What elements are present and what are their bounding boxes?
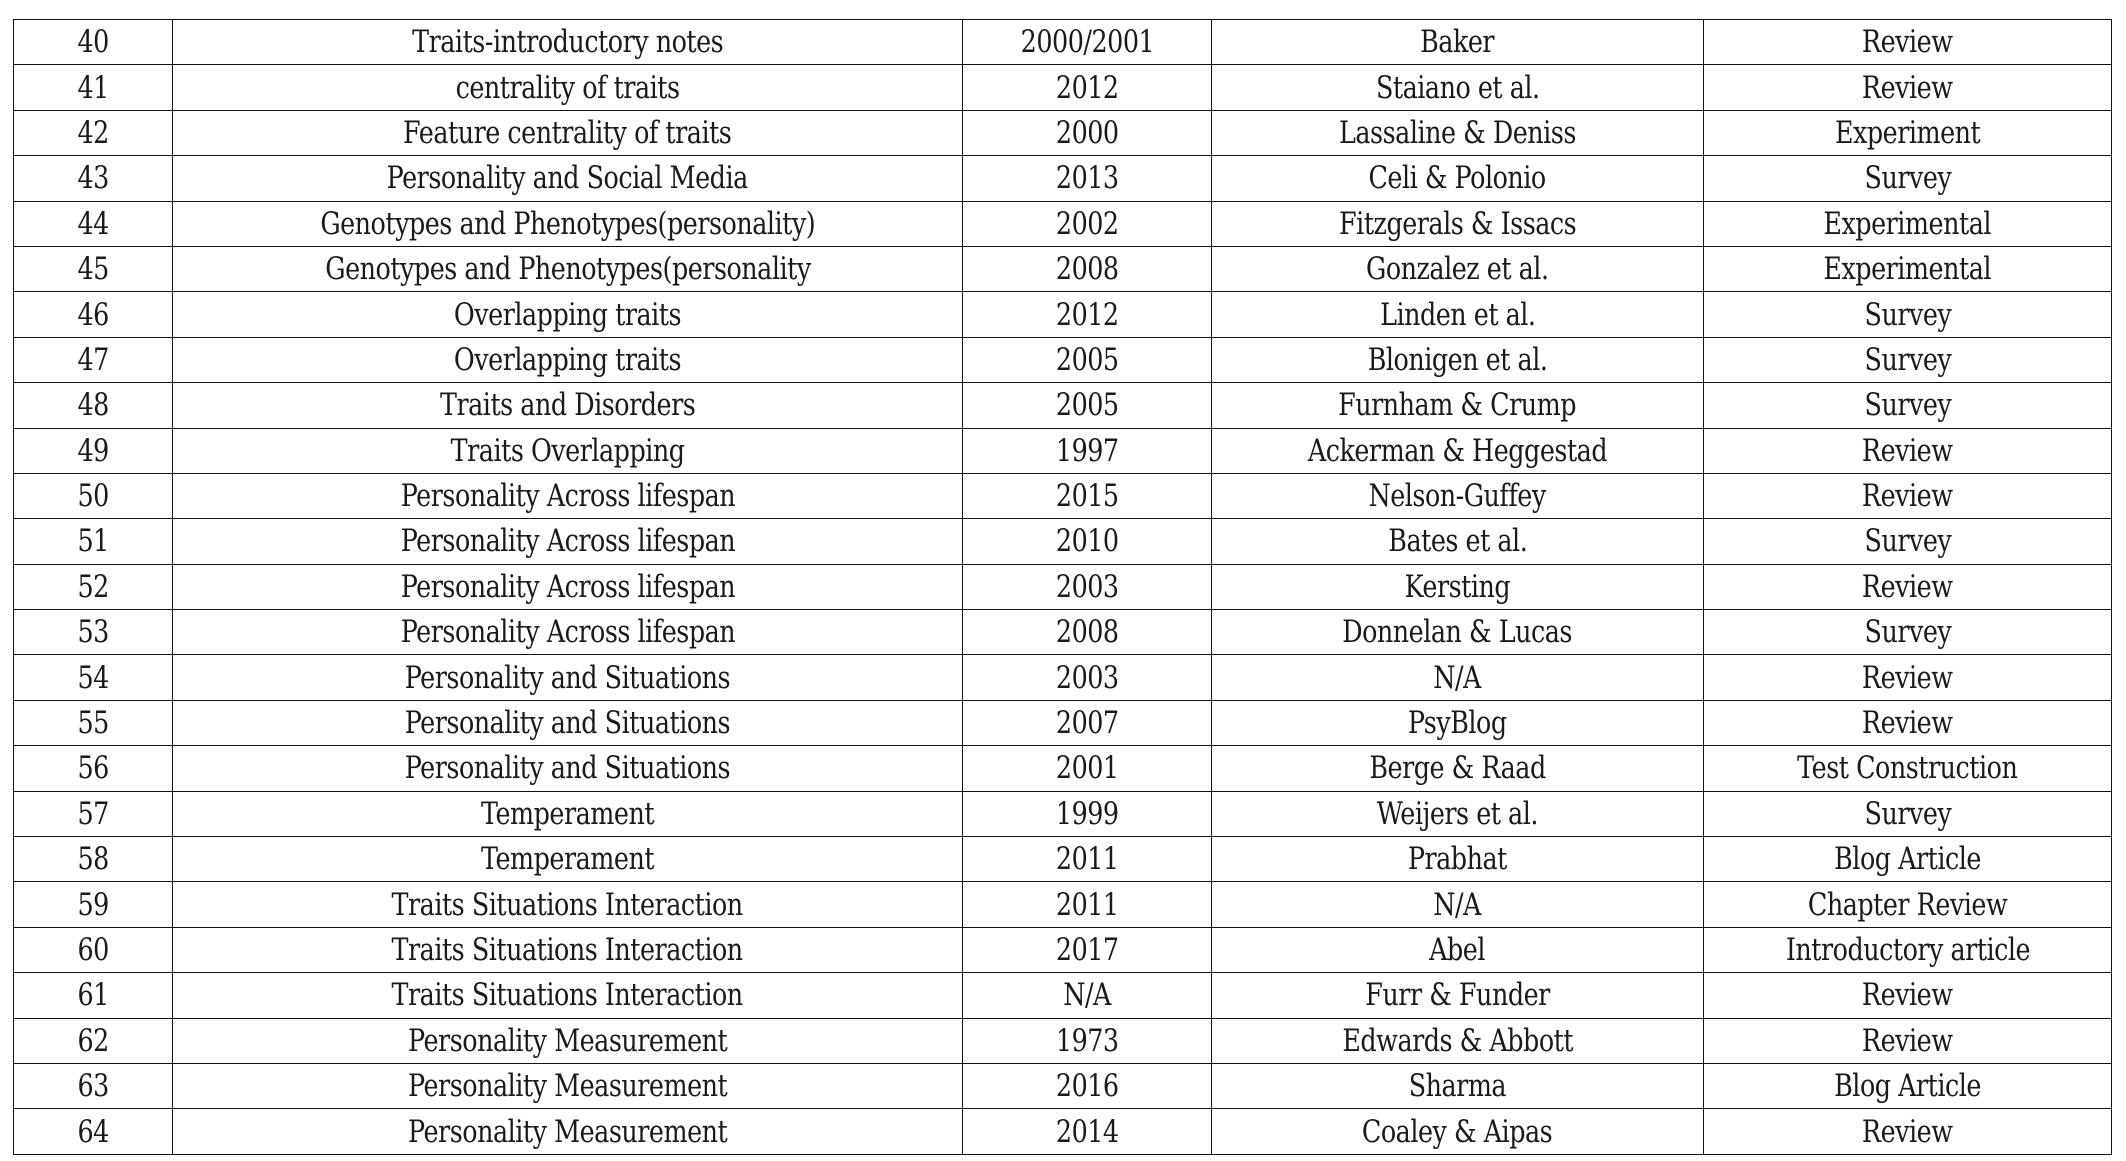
study-type-cell: [1704, 927, 2112, 972]
year-cell: [963, 973, 1212, 1018]
topic-cell-text: centrality of traits: [455, 69, 680, 106]
year-cell: [963, 519, 1212, 564]
year-cell: [963, 882, 1212, 927]
topic-cell-text: Feature centrality of traits: [403, 114, 732, 151]
year-cell-text: 2017: [1055, 932, 1119, 968]
year-cell: [963, 655, 1212, 700]
row-number-cell: [14, 156, 173, 201]
row-number-cell-text: 45: [77, 251, 109, 288]
year-cell: [963, 927, 1212, 972]
topic-cell-text: Genotypes and Phenotypes(personality: [324, 251, 811, 288]
study-type-cell-text: Survey: [1864, 387, 1951, 424]
study-type-cell-text: Review: [1862, 568, 1953, 605]
table-row: [14, 519, 2112, 564]
topic-cell: [173, 383, 963, 428]
topic-cell-text: Traits Situations Interaction: [391, 886, 744, 923]
topic-cell: [173, 837, 963, 882]
author-cell: [1212, 383, 1704, 428]
topic-cell-text: Traits and Disorders: [439, 387, 696, 424]
topic-cell: [173, 428, 963, 473]
study-type-cell: [1704, 428, 2112, 473]
study-type-cell: [1704, 156, 2112, 201]
topic-cell-text: Personality and Situations: [404, 750, 731, 787]
year-cell-text: 2014: [1055, 1113, 1119, 1150]
year-cell-text: 1999: [1055, 795, 1119, 832]
author-cell-text: Weijers et al.: [1376, 795, 1539, 832]
row-number-cell-text: 44: [77, 205, 109, 242]
study-type-cell-text: Review: [1862, 1022, 1953, 1059]
author-cell: [1212, 564, 1704, 609]
study-type-cell-text: Review: [1862, 977, 1953, 1014]
year-cell-text: 2005: [1055, 387, 1119, 424]
topic-cell: [173, 246, 963, 291]
table-row: [14, 156, 2112, 201]
row-number-cell-text: 61: [77, 977, 109, 1014]
topic-cell: [173, 65, 963, 110]
author-cell: [1212, 20, 1704, 65]
table-body: [14, 20, 2112, 1155]
study-type-cell: [1704, 610, 2112, 655]
row-number-cell-text: 46: [77, 296, 109, 333]
study-type-cell: [1704, 882, 2112, 927]
study-type-cell-text: Survey: [1864, 795, 1951, 832]
table-row: [14, 292, 2112, 337]
study-type-cell: [1704, 837, 2112, 882]
table-row: [14, 1063, 2112, 1108]
row-number-cell-text: 54: [77, 659, 109, 696]
author-cell-text: Gonzalez et al.: [1366, 251, 1549, 288]
topic-cell-text: Personality Measurement: [407, 1022, 728, 1059]
study-type-cell-text: Introductory article: [1785, 932, 2030, 968]
topic-cell: [173, 882, 963, 927]
row-number-cell-text: 55: [77, 705, 109, 742]
table-row: [14, 700, 2112, 745]
row-number-cell: [14, 20, 173, 65]
year-cell-text: 2008: [1055, 251, 1119, 288]
row-number-cell-text: 40: [77, 24, 109, 61]
author-cell-text: Ackerman & Heggestad: [1307, 432, 1608, 469]
author-cell-text: Coaley & Aipas: [1362, 1113, 1553, 1150]
year-cell: [963, 20, 1212, 65]
table-row: [14, 428, 2112, 473]
study-type-cell-text: Survey: [1864, 523, 1951, 560]
row-number-cell: [14, 610, 173, 655]
author-cell-text: Linden et al.: [1379, 296, 1536, 333]
author-cell-text: Blonigen et al.: [1367, 341, 1548, 378]
study-type-cell-text: Test Construction: [1797, 750, 2018, 787]
author-cell-text: Baker: [1420, 24, 1495, 61]
table-row: [14, 927, 2112, 972]
row-number-cell-text: 49: [77, 432, 109, 469]
study-type-cell: [1704, 791, 2112, 836]
row-number-cell: [14, 700, 173, 745]
author-cell: [1212, 791, 1704, 836]
study-type-cell-text: Review: [1862, 478, 1953, 515]
year-cell-text: 2003: [1055, 568, 1119, 605]
study-type-cell: [1704, 564, 2112, 609]
row-number-cell-text: 52: [77, 568, 109, 605]
row-number-cell: [14, 837, 173, 882]
topic-cell-text: Traits Overlapping: [450, 432, 685, 469]
year-cell-text: 2015: [1055, 478, 1119, 515]
author-cell: [1212, 246, 1704, 291]
row-number-cell: [14, 1109, 173, 1154]
author-cell-text: PsyBlog: [1408, 705, 1507, 742]
topic-cell-text: Temperament: [480, 841, 655, 878]
table-row: [14, 791, 2112, 836]
row-number-cell-text: 51: [77, 523, 109, 560]
topic-cell-text: Personality and Situations: [404, 705, 731, 742]
topic-cell: [173, 20, 963, 65]
topic-cell-text: Traits-introductory notes: [411, 24, 724, 61]
study-type-cell-text: Review: [1862, 24, 1953, 61]
table-row: [14, 65, 2112, 110]
year-cell: [963, 473, 1212, 518]
row-number-cell-text: 57: [77, 795, 109, 832]
author-cell: [1212, 201, 1704, 246]
year-cell-text: 2013: [1055, 160, 1119, 197]
topic-cell-text: Personality and Social Media: [386, 160, 749, 197]
topic-cell: [173, 337, 963, 382]
topic-cell-text: Genotypes and Phenotypes(personality): [320, 205, 815, 242]
study-type-cell-text: Chapter Review: [1807, 886, 2008, 923]
author-cell: [1212, 973, 1704, 1018]
author-cell: [1212, 292, 1704, 337]
row-number-cell-text: 63: [77, 1068, 109, 1105]
author-cell-text: Lassaline & Deniss: [1339, 114, 1576, 151]
study-type-cell: [1704, 110, 2112, 155]
year-cell: [963, 201, 1212, 246]
year-cell: [963, 428, 1212, 473]
topic-cell-text: Overlapping traits: [453, 341, 682, 378]
author-cell-text: Celi & Polonio: [1368, 160, 1547, 197]
row-number-cell: [14, 65, 173, 110]
row-number-cell-text: 47: [77, 341, 109, 378]
table-row: [14, 837, 2112, 882]
table-row: [14, 973, 2112, 1018]
row-number-cell-text: 59: [77, 886, 109, 923]
topic-cell-text: Traits Situations Interaction: [391, 932, 744, 968]
row-number-cell-text: 62: [77, 1022, 109, 1059]
author-cell-text: Edwards & Abbott: [1342, 1022, 1573, 1059]
topic-cell: [173, 610, 963, 655]
table-row: [14, 246, 2112, 291]
study-type-cell-text: Review: [1862, 1113, 1953, 1150]
literature-table: [13, 19, 2112, 1155]
year-cell: [963, 1018, 1212, 1063]
topic-cell-text: Personality Across lifespan: [400, 568, 735, 605]
row-number-cell: [14, 337, 173, 382]
year-cell-text: 2000: [1055, 114, 1119, 151]
table-row: [14, 1109, 2112, 1154]
study-type-cell-text: Survey: [1864, 341, 1951, 378]
row-number-cell: [14, 927, 173, 972]
year-cell-text: 1997: [1055, 432, 1119, 469]
study-type-cell-text: Survey: [1864, 614, 1951, 651]
study-type-cell: [1704, 201, 2112, 246]
row-number-cell-text: 58: [77, 841, 109, 878]
topic-cell-text: Personality Across lifespan: [400, 478, 735, 515]
author-cell: [1212, 110, 1704, 155]
study-type-cell-text: Survey: [1864, 160, 1951, 197]
author-cell: [1212, 837, 1704, 882]
study-type-cell-text: Survey: [1864, 296, 1951, 333]
year-cell: [963, 292, 1212, 337]
year-cell-text: 1973: [1055, 1022, 1119, 1059]
year-cell-text: 2005: [1055, 341, 1119, 378]
topic-cell: [173, 1109, 963, 1154]
study-type-cell: [1704, 383, 2112, 428]
row-number-cell: [14, 428, 173, 473]
topic-cell-text: Temperament: [480, 795, 655, 832]
row-number-cell: [14, 882, 173, 927]
year-cell: [963, 156, 1212, 201]
author-cell-text: Staiano et al.: [1375, 69, 1540, 106]
row-number-cell-text: 56: [77, 750, 109, 787]
year-cell-text: 2001: [1055, 750, 1119, 787]
author-cell-text: Abel: [1429, 932, 1486, 968]
study-type-cell: [1704, 519, 2112, 564]
study-type-cell-text: Experiment: [1834, 114, 1981, 151]
topic-cell-text: Personality and Situations: [404, 659, 731, 696]
author-cell: [1212, 746, 1704, 791]
topic-cell: [173, 292, 963, 337]
table-row: [14, 201, 2112, 246]
topic-cell: [173, 973, 963, 1018]
author-cell: [1212, 927, 1704, 972]
row-number-cell-text: 41: [77, 69, 109, 106]
table-row: [14, 473, 2112, 518]
author-cell: [1212, 519, 1704, 564]
author-cell-text: Kersting: [1404, 568, 1511, 605]
row-number-cell: [14, 564, 173, 609]
author-cell: [1212, 156, 1704, 201]
study-type-cell-text: Review: [1862, 705, 1953, 742]
author-cell-text: N/A: [1433, 886, 1482, 923]
author-cell: [1212, 65, 1704, 110]
topic-cell: [173, 519, 963, 564]
study-type-cell: [1704, 746, 2112, 791]
topic-cell: [173, 564, 963, 609]
author-cell-text: Fitzgerals & Issacs: [1338, 205, 1577, 242]
year-cell: [963, 246, 1212, 291]
study-type-cell: [1704, 655, 2112, 700]
year-cell-text: 2003: [1055, 659, 1119, 696]
study-type-cell: [1704, 1109, 2112, 1154]
year-cell: [963, 700, 1212, 745]
table-row: [14, 337, 2112, 382]
row-number-cell-text: 50: [77, 478, 109, 515]
topic-cell: [173, 1018, 963, 1063]
study-type-cell-text: Experimental: [1823, 205, 1992, 242]
topic-cell-text: Personality Measurement: [407, 1068, 728, 1105]
year-cell-text: 2002: [1055, 205, 1119, 242]
study-type-cell-text: Blog Article: [1834, 1068, 1981, 1105]
author-cell-text: Furnham & Crump: [1338, 387, 1577, 424]
study-type-cell-text: Review: [1862, 432, 1953, 469]
author-cell-text: Nelson-Guffey: [1368, 478, 1547, 515]
study-type-cell: [1704, 700, 2112, 745]
topic-cell: [173, 700, 963, 745]
topic-cell: [173, 473, 963, 518]
topic-cell-text: Overlapping traits: [453, 296, 682, 333]
author-cell-text: Bates et al.: [1387, 523, 1528, 560]
year-cell: [963, 746, 1212, 791]
year-cell: [963, 837, 1212, 882]
row-number-cell-text: 42: [77, 114, 109, 151]
table-row: [14, 383, 2112, 428]
row-number-cell: [14, 746, 173, 791]
study-type-cell: [1704, 246, 2112, 291]
year-cell: [963, 791, 1212, 836]
author-cell: [1212, 1063, 1704, 1108]
row-number-cell-text: 43: [77, 160, 109, 197]
row-number-cell-text: 60: [77, 932, 109, 968]
table-row: [14, 746, 2112, 791]
topic-cell-text: Personality Across lifespan: [400, 614, 735, 651]
year-cell-text: 2010: [1055, 523, 1119, 560]
study-type-cell: [1704, 20, 2112, 65]
row-number-cell: [14, 1063, 173, 1108]
author-cell: [1212, 655, 1704, 700]
year-cell: [963, 383, 1212, 428]
study-type-cell: [1704, 473, 2112, 518]
author-cell: [1212, 610, 1704, 655]
year-cell: [963, 337, 1212, 382]
year-cell-text: 2011: [1055, 841, 1119, 878]
author-cell-text: Donnelan & Lucas: [1342, 614, 1573, 651]
year-cell: [963, 1109, 1212, 1154]
author-cell-text: Sharma: [1408, 1068, 1507, 1105]
topic-cell: [173, 746, 963, 791]
study-type-cell: [1704, 65, 2112, 110]
topic-cell: [173, 791, 963, 836]
author-cell: [1212, 700, 1704, 745]
study-type-cell-text: Review: [1862, 659, 1953, 696]
row-number-cell-text: 48: [77, 387, 109, 424]
row-number-cell: [14, 246, 173, 291]
table-row: [14, 1018, 2112, 1063]
topic-cell: [173, 655, 963, 700]
study-type-cell: [1704, 973, 2112, 1018]
row-number-cell: [14, 655, 173, 700]
row-number-cell: [14, 201, 173, 246]
study-type-cell-text: Review: [1862, 69, 1953, 106]
topic-cell: [173, 110, 963, 155]
literature-table-container: [13, 19, 2112, 1155]
row-number-cell: [14, 292, 173, 337]
study-type-cell-text: Experimental: [1823, 251, 1992, 288]
year-cell-text: 2016: [1055, 1068, 1119, 1105]
year-cell-text: 2011: [1055, 886, 1119, 923]
year-cell: [963, 564, 1212, 609]
row-number-cell: [14, 791, 173, 836]
study-type-cell: [1704, 292, 2112, 337]
author-cell-text: Prabhat: [1408, 841, 1507, 878]
topic-cell: [173, 201, 963, 246]
year-cell-text: 2007: [1055, 705, 1119, 742]
topic-cell: [173, 1063, 963, 1108]
row-number-cell-text: 53: [77, 614, 109, 651]
study-type-cell: [1704, 1018, 2112, 1063]
author-cell: [1212, 882, 1704, 927]
row-number-cell: [14, 383, 173, 428]
topic-cell: [173, 156, 963, 201]
table-row: [14, 610, 2112, 655]
table-row: [14, 564, 2112, 609]
row-number-cell-text: 64: [77, 1113, 109, 1150]
table-row: [14, 655, 2112, 700]
study-type-cell: [1704, 337, 2112, 382]
table-row: [14, 110, 2112, 155]
topic-cell-text: Traits Situations Interaction: [391, 977, 744, 1014]
author-cell: [1212, 337, 1704, 382]
year-cell-text: 2008: [1055, 614, 1119, 651]
year-cell-text: 2000/2001: [1020, 24, 1154, 61]
author-cell: [1212, 428, 1704, 473]
table-row: [14, 882, 2112, 927]
row-number-cell: [14, 1018, 173, 1063]
row-number-cell: [14, 973, 173, 1018]
year-cell-text: 2012: [1055, 296, 1119, 333]
topic-cell: [173, 927, 963, 972]
author-cell-text: Furr & Funder: [1365, 977, 1550, 1014]
row-number-cell: [14, 473, 173, 518]
year-cell: [963, 110, 1212, 155]
author-cell: [1212, 473, 1704, 518]
study-type-cell: [1704, 1063, 2112, 1108]
row-number-cell: [14, 519, 173, 564]
author-cell: [1212, 1018, 1704, 1063]
year-cell-text: 2012: [1055, 69, 1119, 106]
author-cell-text: Berge & Raad: [1369, 750, 1546, 787]
author-cell: [1212, 1109, 1704, 1154]
year-cell: [963, 65, 1212, 110]
table-row: [14, 20, 2112, 65]
row-number-cell: [14, 110, 173, 155]
topic-cell-text: Personality Measurement: [407, 1113, 728, 1150]
year-cell: [963, 1063, 1212, 1108]
year-cell-text: N/A: [1063, 977, 1111, 1014]
year-cell: [963, 610, 1212, 655]
study-type-cell-text: Blog Article: [1834, 841, 1981, 878]
topic-cell-text: Personality Across lifespan: [400, 523, 735, 560]
author-cell-text: N/A: [1433, 659, 1482, 696]
